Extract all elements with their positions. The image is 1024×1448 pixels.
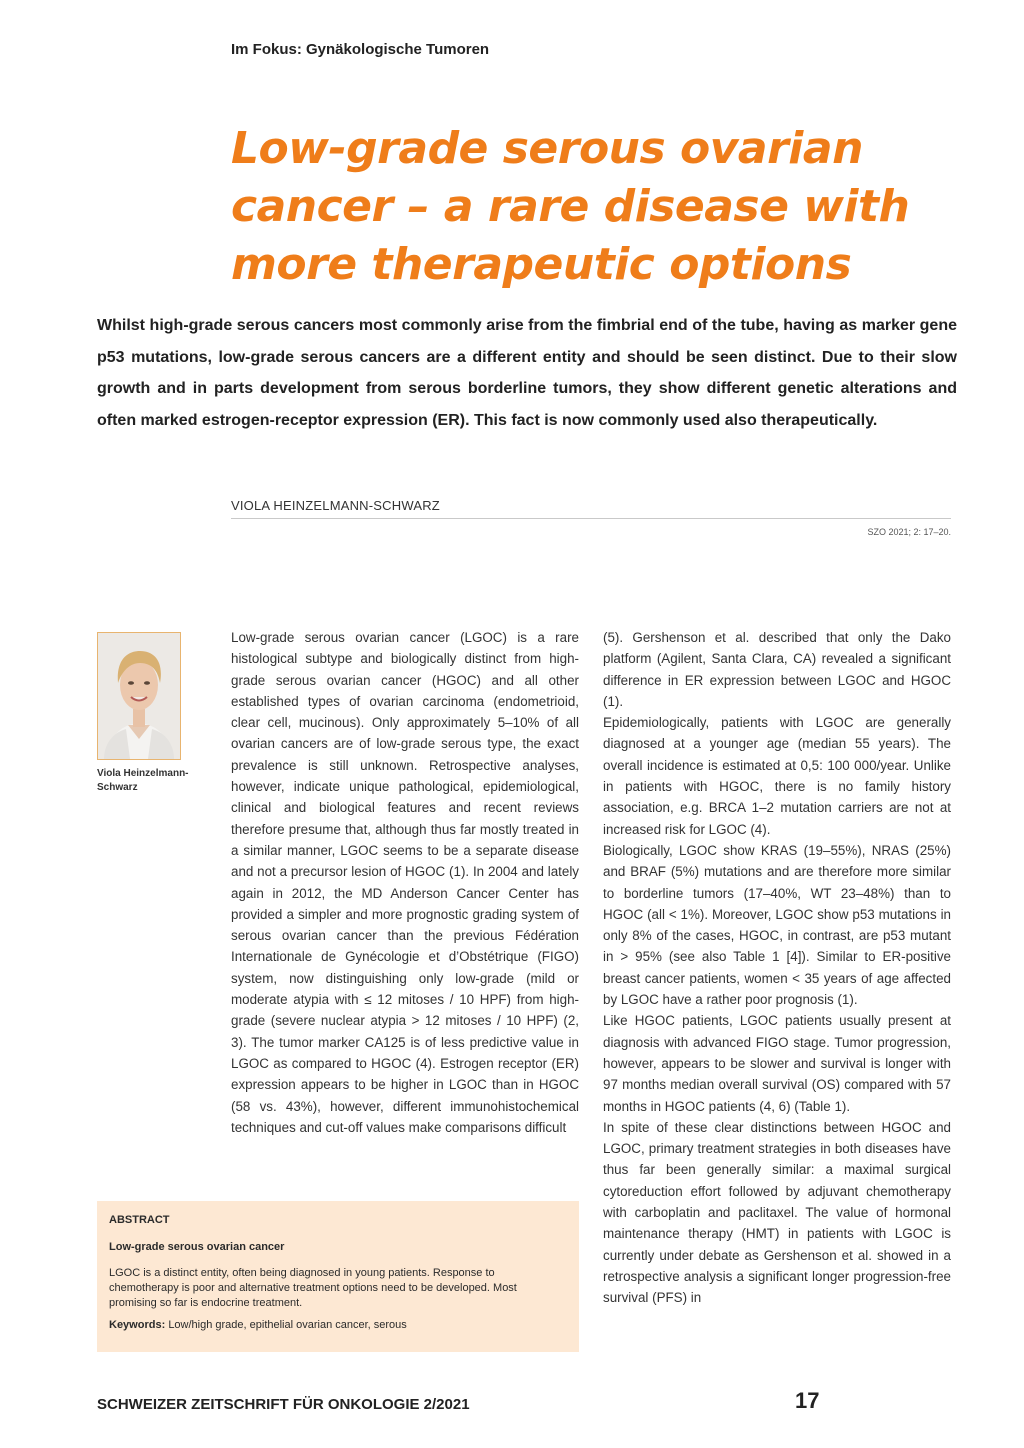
footer-journal: SCHWEIZER ZEITSCHRIFT FÜR ONKOLOGIE 2/2021 (97, 1396, 470, 1413)
keywords-list: Low/high grade, epithelial ovarian cancer, serous (168, 1319, 407, 1331)
page-number: 17 (795, 1388, 820, 1413)
author-divider (231, 518, 951, 519)
body-paragraph: Biologically, LGOC show KRAS (19–55%), NRAS (25%) and BRAF (5%) mutations and are therefore more similar to borderline tumors (17–40%, WT 23–48%) than to HGOC (all < 1%). Moreover, LGOC show p53 mutations in only 8% of the cases, HGOC, in contrast, are p53 mutant in > 95% (see also Table 1 [4]). Similar to ER-positive breast cancer patients, women < 35 years of age affected by LGOC have a rather poor prognosis (1). (603, 842, 951, 1008)
article-title (231, 120, 911, 294)
title-line: Low-grade serous ovarian (231, 123, 863, 174)
keywords-label: Keywords: (109, 1319, 166, 1331)
citation: SZO 2021; 2: 17–20. (867, 527, 951, 537)
abstract-heading: ABSTRACT (109, 1214, 170, 1226)
title-line: more therapeutic options (231, 239, 852, 290)
author-portrait (97, 632, 181, 760)
body-paragraph: Like HGOC patients, LGOC patients usually present at diagnosis with advanced FIGO stage. Tumor progression, however, appears to be slower and survival is longer with 97 months median overall survival (OS) compared with 57 months in HGOC patients (4, 6) (Table 1). (603, 1013, 951, 1114)
author-name: VIOLA HEINZELMANN-SCHWARZ (231, 498, 440, 513)
abstract-text: LGOC is a distinct entity, often being diagnosed in young patients. Response to chemotherapy is poor and alternative treatment options need to be developed. Most promising so far is endocrine treatment. (109, 1267, 517, 1309)
lead-paragraph: Whilst high-grade serous cancers most commonly arise from the fimbrial end of the tube, having as marker gene p53 mutations, low-grade serous cancers are a different entity and should be seen distinct. Due to their slow growth and in parts development from serous borderline tumors, they show different genetic alterations and often marked estrogen-receptor expression (ER). This fact is now commonly used also therapeutically. (97, 317, 957, 429)
abstract-box (97, 1201, 579, 1352)
photo-caption: Viola Heinzelmann-Schwarz (97, 768, 189, 793)
body-column-middle (231, 627, 579, 1138)
title-line: cancer – a rare disease with (231, 181, 910, 232)
body-column-right (603, 627, 951, 1309)
portrait-illustration (98, 633, 180, 759)
section-label: Im Fokus: Gynäkologische Tumoren (231, 41, 490, 58)
abstract-subtitle: Low-grade serous ovarian cancer (109, 1241, 285, 1253)
abstract-keywords (109, 1318, 567, 1333)
body-paragraph: (5). Gershenson et al. described that only the Dako platform (Agilent, Santa Clara, CA) revealed a significant difference in ER expression between LGOC and HGOC (1). (603, 630, 951, 709)
body-paragraph: Low-grade serous ovarian cancer (LGOC) is a rare histological subtype and biologically distinct from high-grade serous ovarian cancer (HGOC) and all other established types of ovarian carcinoma (endometrioid, clear cell, mucinous). Only approximately 5–10% of all ovarian cancers are of low-grade serous type, the exact prevalence is still unknown. Retrospective analyses, however, indicate unique pathological, epidemiological, clinical and biological features and recent reviews therefore presume that, although thus far mostly treated in a similar manner, LGOC seems to be a separate disease and not a precursor lesion of HGOC (1). In 2004 and lately again in 2012, the MD Anderson Cancer Center has provided a simpler and more prognostic grading system of serous ovarian cancer than the previous Fédération Internationale de Gynécologie et d’Obstétrique (FIGO) system, now distinguishing only low-grade (mild or moderate atypia with ≤ 12 mitoses / 10 HPF) from high-grade (severe nuclear atypia > 12 mitoses / 10 HPF) (2, 3). The tumor marker CA125 is of less predictive value in LGOC as compared to HGOC (4). Estrogen receptor (ER) expression appears to be higher in LGOC than in HGOC (58 vs. 43%), however, different immunohistochemical techniques and cut-off values make comparisons difficult (231, 630, 579, 1135)
body-paragraph: Epidemiologically, patients with LGOC are generally diagnosed at a younger age (median 55 years). The overall incidence is estimated at 0,5: 100 000/year. Unlike in patients with HGOC, there is no family history association, e.g. BRCA 1–2 mutation carriers are not at increased risk for LGOC (4). (603, 715, 951, 837)
body-paragraph: In spite of these clear distinctions between HGOC and LGOC, primary treatment strategies in both diseases have thus far been generally similar: a maximal surgical cytoreduction effort followed by adjuvant chemotherapy with carboplatin and paclitaxel. The value of hormonal maintenance therapy (HMT) in patients with LGOC is currently under debate as Gershenson et al. showed in a retrospective analysis a significant longer progression-free survival (PFS) in (603, 1119, 951, 1306)
